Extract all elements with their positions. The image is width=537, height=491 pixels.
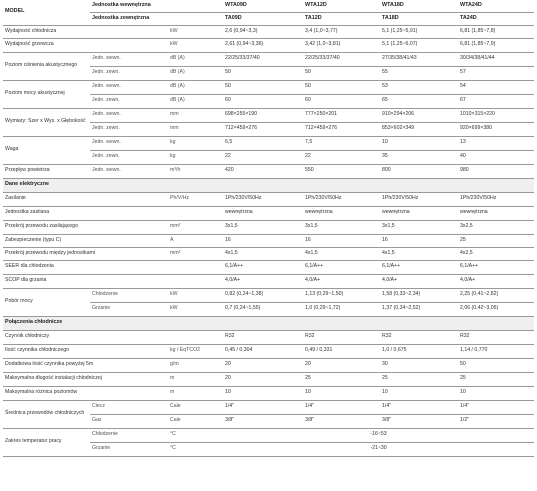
row-unit: kW <box>168 38 223 52</box>
row-label: Zakres temperatur pracy <box>3 428 90 456</box>
row-label: Poziom ciśnienia akustycznego <box>3 52 90 80</box>
row-sub-label: Chłodzenie <box>90 288 168 302</box>
value-cell: 22/25/33/37/40 <box>223 52 303 66</box>
row-sub-label: Jedn. zewn. <box>90 122 168 136</box>
value-cell: 777×250×201 <box>303 108 380 122</box>
row-label: Ilość czynnika chłodniczego <box>3 344 168 358</box>
row-unit: °C <box>168 442 223 456</box>
value-cell: 16 <box>223 234 303 247</box>
seer-row <box>3 260 534 274</box>
value-cell: 3x2,5 <box>458 220 534 234</box>
cooling-capacity-row <box>3 25 534 38</box>
value-cell: 25 <box>458 234 534 247</box>
value-cell: R32 <box>380 330 458 344</box>
row-unit: °C <box>168 428 223 442</box>
value-cell: 25 <box>303 372 380 386</box>
fuse-row <box>3 234 534 247</box>
value-cell: 53 <box>380 80 458 94</box>
value-cell: 50 <box>223 80 303 94</box>
value-cell: 420 <box>223 164 303 178</box>
value-cell: 55 <box>380 66 458 80</box>
indoor-unit-label: Jednostka wewnętrzna <box>90 0 223 12</box>
value-cell: 16 <box>303 234 380 247</box>
value-cell: 4,0/A+ <box>380 274 458 288</box>
value-cell: 20 <box>223 358 303 372</box>
row-unit: mm² <box>168 247 223 260</box>
refrigerant-section-header <box>3 316 534 330</box>
indoor-model-4: WTA24D <box>458 0 534 12</box>
value-cell: 22 <box>303 150 380 164</box>
row-label: Przekrój przewodu między jednostkami <box>3 247 168 260</box>
value-cell: 50 <box>303 80 380 94</box>
value-cell: 54 <box>458 80 534 94</box>
row-label: Waga <box>3 136 90 164</box>
value-cell: 7,5 <box>303 136 380 150</box>
header-row-indoor <box>3 0 534 12</box>
value-cell: 4,0/A+ <box>303 274 380 288</box>
value-cell: 57 <box>458 66 534 80</box>
row-unit: g/m <box>168 358 223 372</box>
value-cell: 5,1 (1,25~6,07) <box>380 38 458 52</box>
row-label: Jednostka zasilana <box>3 206 168 220</box>
refrigerant-type-row <box>3 330 534 344</box>
section-title: Połączenia chłodnicze <box>3 316 534 330</box>
pipe-liquid-row <box>3 400 534 414</box>
value-cell: 0,7 (0,24~1,55) <box>223 302 303 316</box>
value-cell: 910×294×206 <box>380 108 458 122</box>
spec-sheet <box>3 0 534 457</box>
row-unit: mm <box>168 122 223 136</box>
row-unit: dB (A) <box>168 66 223 80</box>
dimensions-indoor-row <box>3 108 534 122</box>
row-unit: kW <box>168 302 223 316</box>
scop-row <box>3 274 534 288</box>
weight-indoor-row <box>3 136 534 150</box>
section-title: Dane elektryczne <box>3 178 534 192</box>
outdoor-model-1: TA09D <box>223 12 303 25</box>
supply-row <box>3 192 534 206</box>
value-cell: 800 <box>380 164 458 178</box>
row-sub-label: Gaz <box>90 414 168 428</box>
value-cell: wewnętrzna <box>223 206 303 220</box>
value-cell: 13 <box>458 136 534 150</box>
refrigerant-charge-row <box>3 344 534 358</box>
value-cell: 2,6 (0,94~3,3) <box>223 25 303 38</box>
value-cell: 1010×315×220 <box>458 108 534 122</box>
value-cell: 16 <box>380 234 458 247</box>
row-label: Maksymalna długość instalacji chłodniczej <box>3 372 168 386</box>
value-cell: 2,06 (0,42~3,05) <box>458 302 534 316</box>
value-cell: 980 <box>458 164 534 178</box>
value-cell: 1Ph/230V/50Hz <box>303 192 380 206</box>
row-unit: dB (A) <box>168 94 223 108</box>
value-cell: 6,5 <box>223 136 303 150</box>
outdoor-model-3: TA18D <box>380 12 458 25</box>
value-cell: 3x1,5 <box>303 220 380 234</box>
value-cell: 6,1/A++ <box>458 260 534 274</box>
max-length-row <box>3 372 534 386</box>
value-cell: 30 <box>380 358 458 372</box>
max-height-row <box>3 386 534 400</box>
value-cell: 1,14 / 0,770 <box>458 344 534 358</box>
row-unit: m <box>168 386 223 400</box>
indoor-model-1: WTA09D <box>223 0 303 12</box>
value-cell: 853×602×349 <box>380 122 458 136</box>
row-sub-label: Chłodzenie <box>90 428 168 442</box>
value-cell: 0,45 / 0,304 <box>223 344 303 358</box>
airflow-row <box>3 164 534 178</box>
row-label: SCOP dla grzania <box>3 274 168 288</box>
temp-range-cooling-row <box>3 428 534 442</box>
row-sub-label: Jedn. zewn. <box>90 94 168 108</box>
value-cell: 712×459×276 <box>223 122 303 136</box>
value-cell: R32 <box>303 330 380 344</box>
row-label: SEER dla chłodzenia <box>3 260 168 274</box>
value-cell: 3/8" <box>303 414 380 428</box>
outdoor-model-2: TA12D <box>303 12 380 25</box>
row-label: Zabezpieczenie (typu C) <box>3 234 168 247</box>
value-cell: 3x1,5 <box>380 220 458 234</box>
value-cell: 50 <box>303 66 380 80</box>
row-unit: m <box>168 372 223 386</box>
row-unit: mm² <box>168 220 223 234</box>
value-cell: 40 <box>458 150 534 164</box>
row-unit: kg <box>168 150 223 164</box>
value-cell: wewnętrzna <box>303 206 380 220</box>
value-cell: 67 <box>458 94 534 108</box>
value-cell: 4x2,5 <box>458 247 534 260</box>
value-cell: 1Ph/230V/50Hz <box>223 192 303 206</box>
row-unit: Cale <box>168 400 223 414</box>
row-label: Dodatkowa ilość czynnika powyżej 5m <box>3 358 168 372</box>
row-sub-label: Jedn. wewn. <box>90 136 168 150</box>
supply-unit-row <box>3 206 534 220</box>
value-cell: 20 <box>303 358 380 372</box>
interconnect-cable-row <box>3 247 534 260</box>
value-cell: R32 <box>458 330 534 344</box>
value-cell: 20 <box>223 372 303 386</box>
value-cell: 698×255×190 <box>223 108 303 122</box>
row-sub-label: Jedn. wewn. <box>90 52 168 66</box>
value-cell: 3/8" <box>380 414 458 428</box>
value-cell: 4,0/A+ <box>458 274 534 288</box>
value-cell: 1,37 (0,34~2,52) <box>380 302 458 316</box>
row-label: Średnica przewodów chłodniczych <box>3 400 90 428</box>
row-label: Maksymalna różnica poziomów <box>3 386 168 400</box>
value-cell: 22 <box>223 150 303 164</box>
value-cell: 4x1,5 <box>303 247 380 260</box>
value-cell: 10 <box>223 386 303 400</box>
row-sub-label: Grzanie <box>90 302 168 316</box>
value-cell: 6,1/A++ <box>380 260 458 274</box>
value-cell: 0,49 / 0,331 <box>303 344 380 358</box>
row-unit: dB (A) <box>168 80 223 94</box>
heating-capacity-row <box>3 38 534 52</box>
model-label: MODEL <box>3 0 90 25</box>
value-cell: 6,1/A++ <box>303 260 380 274</box>
additional-charge-row <box>3 358 534 372</box>
outdoor-unit-label: Jednostka zewnętrzna <box>90 12 223 25</box>
row-unit: kg / EqTCO2 <box>168 344 223 358</box>
row-sub-label: Jedn. wewn. <box>90 80 168 94</box>
value-cell: 6,1/A++ <box>223 260 303 274</box>
value-cell: 5,1 (1,25~5,91) <box>380 25 458 38</box>
row-label: Wydajność grzewcza <box>3 38 168 52</box>
row-label: Przekrój przewodu zasilającego <box>3 220 168 234</box>
sound-power-indoor-row <box>3 80 534 94</box>
value-cell: 1/2" <box>458 414 534 428</box>
value-cell: 3x1,5 <box>223 220 303 234</box>
value-cell: 50 <box>223 66 303 80</box>
value-cell: 27/35/38/41/43 <box>380 52 458 66</box>
row-sub-label: Jedn. zewn. <box>90 66 168 80</box>
value-cell: 1/4" <box>223 400 303 414</box>
value-cell: 3/8" <box>223 414 303 428</box>
value-cell: 50 <box>458 358 534 372</box>
spec-table <box>3 0 534 457</box>
value-cell: 1,0 (0,29~1,72) <box>303 302 380 316</box>
value-cell: 3,42 (1,0~3,81) <box>303 38 380 52</box>
row-sub-label: Grzanie <box>90 442 168 456</box>
indoor-model-3: WTA18D <box>380 0 458 12</box>
value-cell: 2,61 (0,94~3,36) <box>223 38 303 52</box>
row-label: Wymiary: Szer x Wys. x Głębokość <box>3 108 90 136</box>
row-unit: Cale <box>168 414 223 428</box>
power-input-cooling-row <box>3 288 534 302</box>
value-cell: 1/4" <box>458 400 534 414</box>
outdoor-model-4: TA24D <box>458 12 534 25</box>
value-cell: 10 <box>380 136 458 150</box>
value-cell: 6,81 (1,85~7,9) <box>458 38 534 52</box>
row-sub-label: Jedn. wewn. <box>90 164 168 178</box>
value-cell: 60 <box>223 94 303 108</box>
value-cell: 10 <box>458 386 534 400</box>
power-cable-row <box>3 220 534 234</box>
value-cell: wewnętrzna <box>458 206 534 220</box>
value-cell: 60 <box>303 94 380 108</box>
row-label: Czynnik chłodniczy <box>3 330 168 344</box>
value-cell: 1/4" <box>380 400 458 414</box>
value-cell: 6,81 (1,85~7,8) <box>458 25 534 38</box>
row-sub-label: Ciecz <box>90 400 168 414</box>
electric-section-header <box>3 178 534 192</box>
value-cell: 1Ph/230V/50Hz <box>458 192 534 206</box>
value-cell: 550 <box>303 164 380 178</box>
value-cell: 920×699×380 <box>458 122 534 136</box>
row-label: Wydajność chłodnicza <box>3 25 168 38</box>
value-cell: 4x1,5 <box>380 247 458 260</box>
value-cell: 3,4 (1,0~3,77) <box>303 25 380 38</box>
row-label: Zasilanie <box>3 192 168 206</box>
row-label: Pobór mocy <box>3 288 90 316</box>
value-cell: 25 <box>458 372 534 386</box>
value-cell: 1Ph/230V/50Hz <box>380 192 458 206</box>
value-cell: 30/34/38/41/44 <box>458 52 534 66</box>
value-cell: -21~30 <box>223 442 534 456</box>
row-sub-label: Jedn. zewn. <box>90 150 168 164</box>
value-cell: 35 <box>380 150 458 164</box>
row-unit: dB (A) <box>168 52 223 66</box>
value-cell: 65 <box>380 94 458 108</box>
value-cell: 1,13 (0,29~1,50) <box>303 288 380 302</box>
value-cell: wewnętrzna <box>380 206 458 220</box>
value-cell: 1,0 / 0,675 <box>380 344 458 358</box>
value-cell: 1,58 (0,33~2,34) <box>380 288 458 302</box>
sound-pressure-indoor-row <box>3 52 534 66</box>
value-cell: R32 <box>223 330 303 344</box>
value-cell: 25 <box>380 372 458 386</box>
row-unit: mm <box>168 108 223 122</box>
row-unit: A <box>168 234 223 247</box>
indoor-model-2: WTA12D <box>303 0 380 12</box>
row-label: Przepływ powietrza <box>3 164 90 178</box>
value-cell: 0,82 (0,24~1,38) <box>223 288 303 302</box>
row-unit: kW <box>168 25 223 38</box>
value-cell: 2,25 (0,41~2,82) <box>458 288 534 302</box>
value-cell: 712×459×276 <box>303 122 380 136</box>
value-cell: 10 <box>380 386 458 400</box>
value-cell: 1/4" <box>303 400 380 414</box>
value-cell: 4,0/A+ <box>223 274 303 288</box>
row-label: Poziom mocy akustycznej <box>3 80 90 108</box>
row-unit: m³/h <box>168 164 223 178</box>
value-cell: 22/25/33/37/40 <box>303 52 380 66</box>
value-cell: 10 <box>303 386 380 400</box>
row-unit: kg <box>168 136 223 150</box>
row-sub-label: Jedn. wewn. <box>90 108 168 122</box>
row-unit: Ph/V/Hz <box>168 192 223 206</box>
value-cell: 4x1,5 <box>223 247 303 260</box>
row-unit: kW <box>168 288 223 302</box>
value-cell: -16~53 <box>223 428 534 442</box>
